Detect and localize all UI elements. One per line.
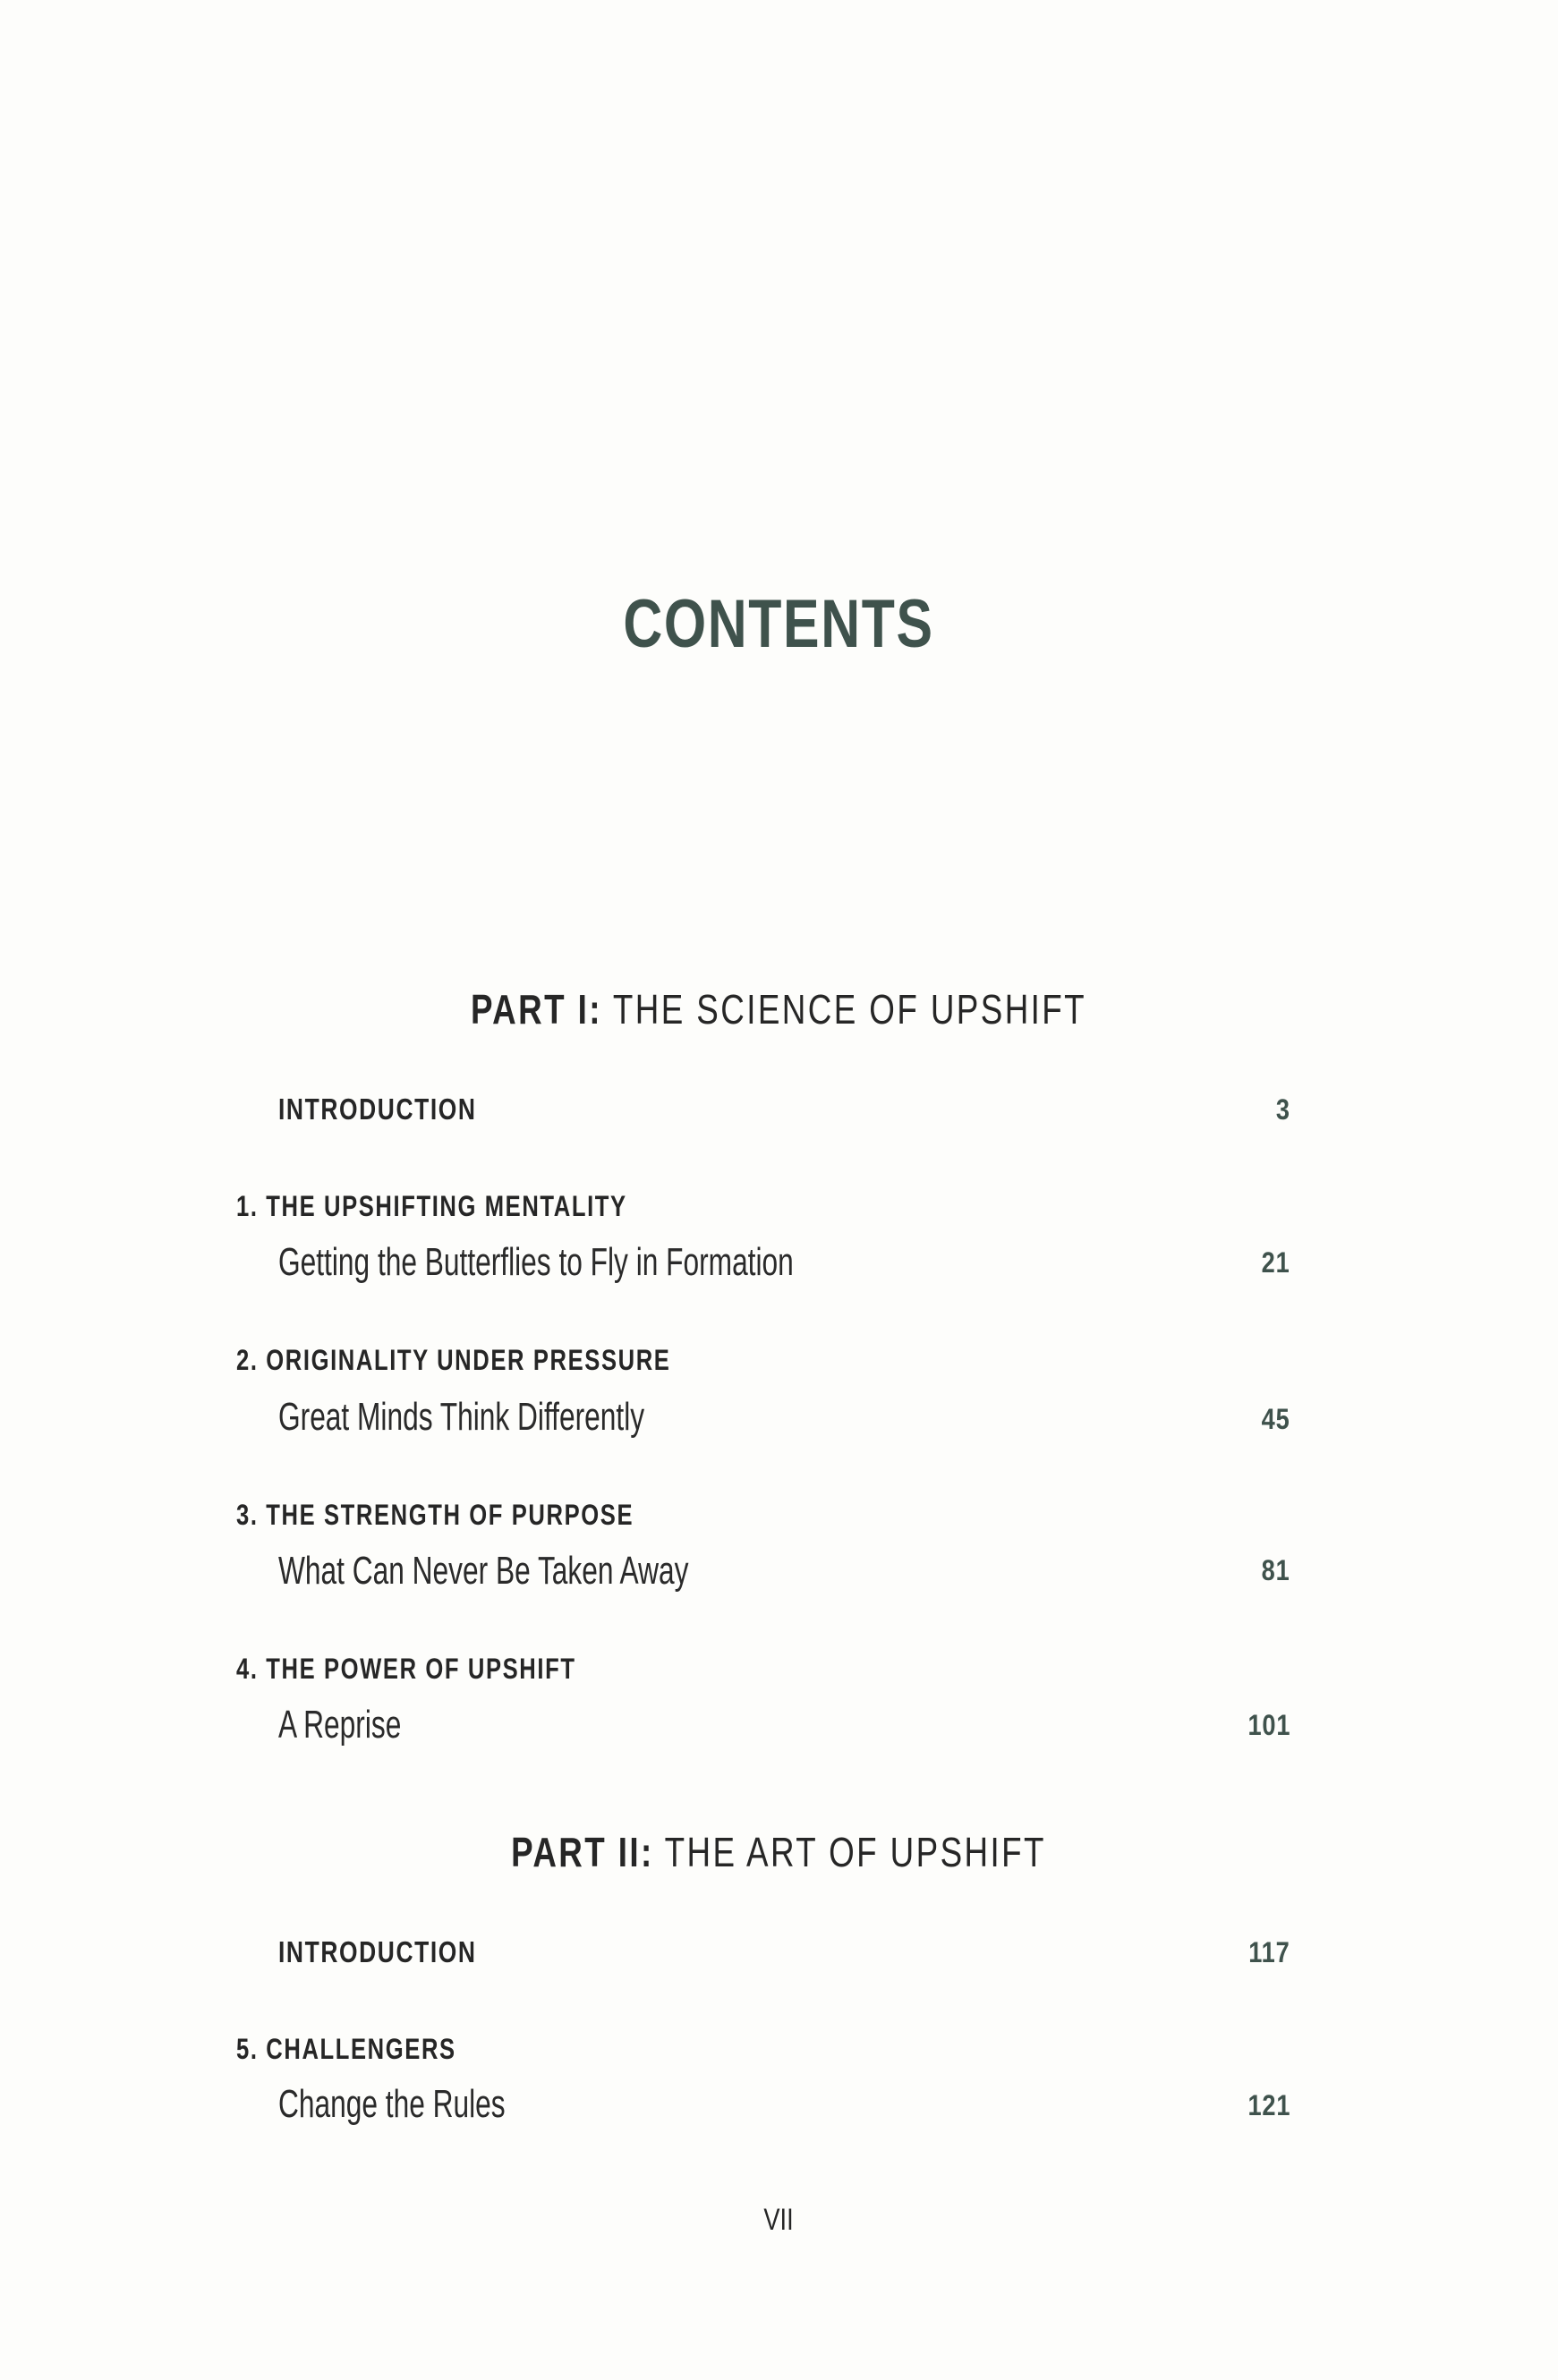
chapter-5-heading: 5. CHALLENGERS: [236, 2033, 456, 2065]
chapter-3-subtitle: What Can Never Be Taken Away: [278, 1549, 689, 1593]
part-2-heading: [511, 1829, 1046, 1875]
chapter-2-heading: 2. ORIGINALITY UNDER PRESSURE: [236, 1344, 671, 1376]
part-1-label: PART I:: [470, 986, 602, 1033]
chapter-1-heading: 1. THE UPSHIFTING MENTALITY: [236, 1190, 627, 1222]
chapter-5-subtitle: Change the Rules: [278, 2082, 506, 2126]
toc-introduction-1: INTRODUCTION: [278, 1092, 477, 1126]
chapter-4-heading: 4. THE POWER OF UPSHIFT: [236, 1653, 576, 1685]
part-1-title: THE SCIENCE OF UPSHIFT: [601, 986, 1087, 1033]
page-number: 21: [1262, 1246, 1290, 1279]
part-2-title: THE ART OF UPSHIFT: [653, 1829, 1046, 1875]
part-1-heading: [470, 986, 1087, 1033]
chapter-1-subtitle: Getting the Butterflies to Fly in Formation: [278, 1240, 794, 1284]
page-title: CONTENTS: [623, 586, 934, 662]
page-number: 117: [1248, 1936, 1290, 1968]
page-number: 3: [1276, 1093, 1290, 1126]
page-folio: VII: [763, 2203, 794, 2237]
toc-introduction-2: INTRODUCTION: [278, 1935, 477, 1968]
chapter-2-subtitle: Great Minds Think Differently: [278, 1395, 645, 1439]
page-number: 101: [1247, 1709, 1290, 1741]
chapter-4-subtitle: A Reprise: [278, 1703, 402, 1747]
page-number: 45: [1262, 1403, 1290, 1435]
part-2-label: PART II:: [511, 1829, 654, 1875]
page-number: 81: [1262, 1554, 1290, 1586]
chapter-3-heading: 3. THE STRENGTH OF PURPOSE: [236, 1499, 634, 1531]
page-number: 121: [1247, 2089, 1290, 2121]
